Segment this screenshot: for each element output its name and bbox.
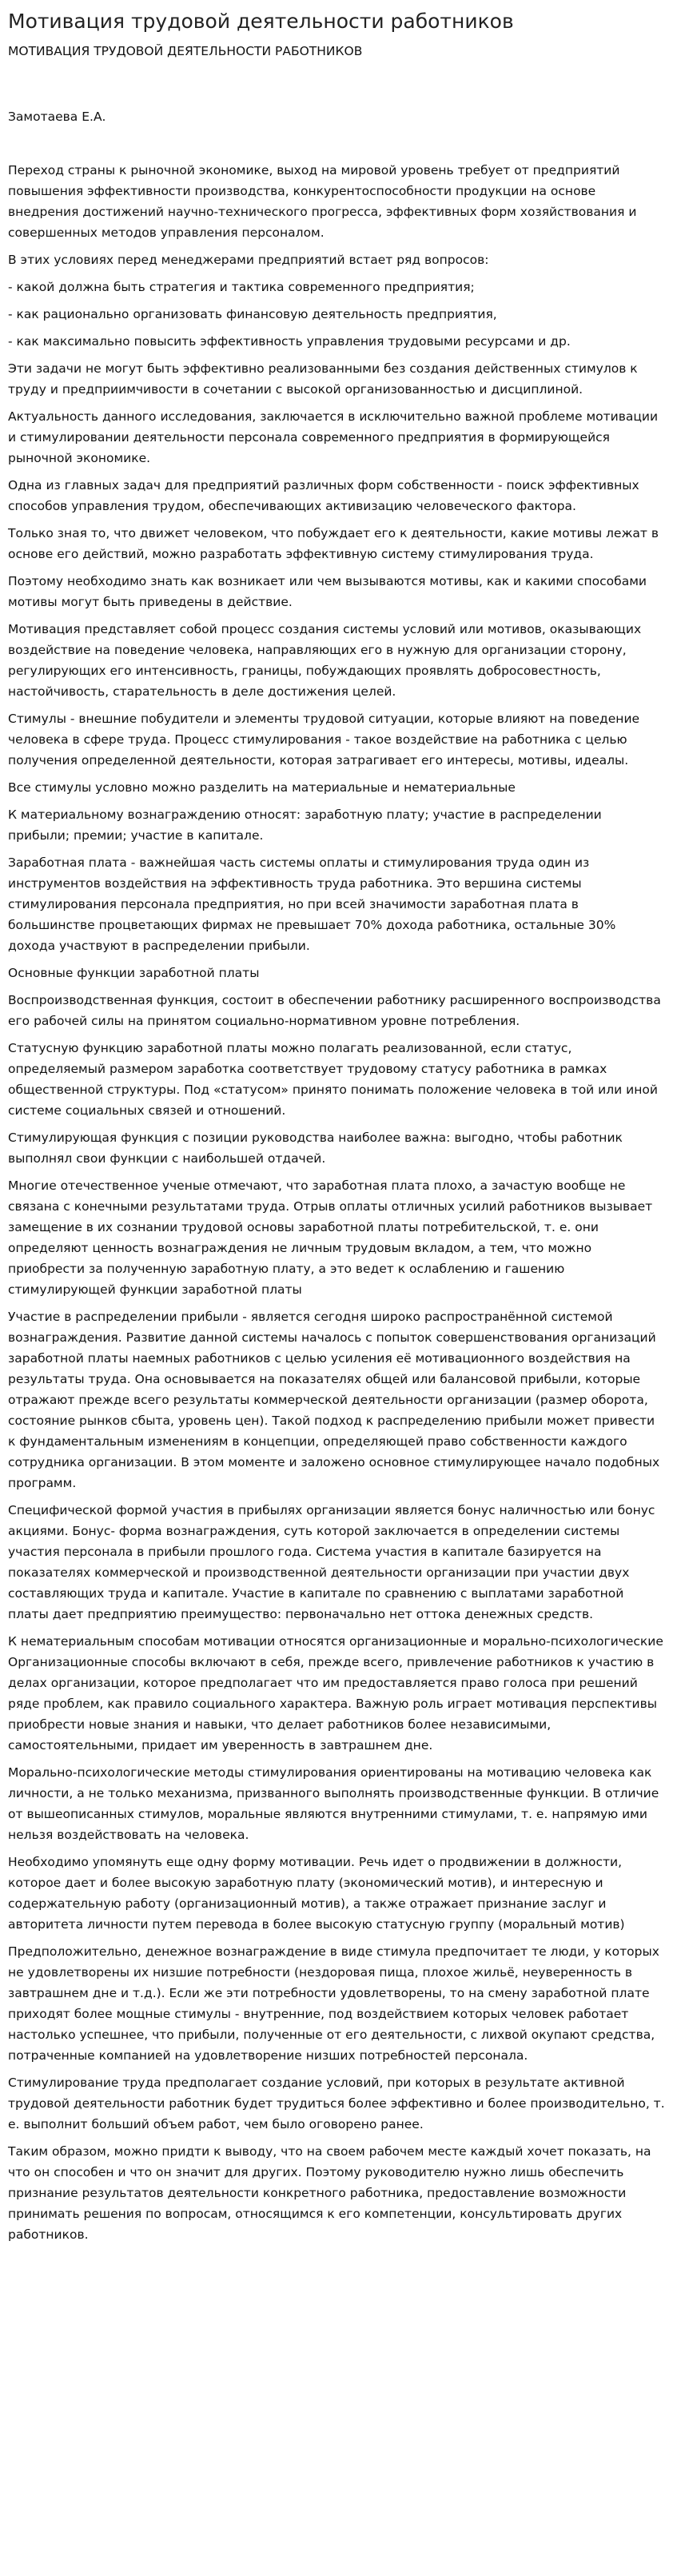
- paragraph: - какой должна быть стратегия и тактика современного предприятия;: [8, 280, 475, 295]
- paragraph: К материальному вознаграждению относят: заработную плату; участие в распределении прибыли; премии; участие в капитале.: [8, 807, 602, 843]
- paragraph: Необходимо упомянуть еще одну форму мотивации. Речь идет о продвижении в должности, которое дает и более высокую заработную плату (экономический мотив), и интересную и содержательную работу (организационный мотив), а также отражает признание заслуг и авторитета личности путем перевода в более высокую статусную группу (моральный мотив): [8, 1855, 625, 1932]
- article-author: Замотаева Е.А.: [8, 110, 106, 125]
- paragraph: Все стимулы условно можно разделить на материальные и нематериальные: [8, 780, 516, 796]
- paragraph: В этих условиях перед менеджерами предприятий встает ряд вопросов:: [8, 253, 489, 268]
- paragraph: Стимулы - внешние побудители и элементы трудовой ситуации, которые влияют на поведение человека в сфере труда. Процесс стимулирования - такое воздействие на работника с целью получения определенной деятельности, которая затрагивает его интересы, мотивы, идеалы.: [8, 712, 640, 768]
- paragraph: Стимулирование труда предполагает создание условий, при которых в результате активной трудовой деятельности работник будет трудиться более эффективно и более производительно, т. е. выполнит больший объем работ, чем было оговорено ранее.: [8, 2076, 665, 2132]
- paragraph: Заработная плата - важнейшая часть системы оплаты и стимулирования труда один из инструментов воздействия на эффективность труда работника. Это вершина системы стимулирования персонала предприятия, но при всей значимости заработная плата в большинстве процветающих фирмах не превышает 70% дохода работника, остальные 30% дохода участвуют в распределении прибыли.: [8, 855, 616, 954]
- paragraph: Многие отечественное ученые отмечают, что заработная плата плохо, а зачастую вообще не связана с конечными результатами труда. Отрыв оплаты отличных усилий работников вызывает замещение в их сознании трудовой основы заработной платы потребительской, т. е. они определяют ценность вознаграждения не личным трудовым вкладом, а тем, что можно приобрести за полученную заработную плату, а это ведет к ослаблению и гашению стимулирующей функции заработной платы: [8, 1178, 653, 1298]
- paragraph: Стимулирующая функция с позиции руководства наиболее важна: выгодно, чтобы работник выполнял свои функции с наибольшей отдачей.: [8, 1130, 623, 1166]
- paragraph: - как рационально организовать финансовую деятельность предприятия,: [8, 307, 497, 322]
- page-title: Мотивация трудовой деятельности работников: [8, 10, 514, 33]
- paragraph: Эти задачи не могут быть эффективно реализованными без создания действенных стимулов к труду и предприимчивости в сочетании с высокой организованностью и дисциплиной.: [8, 361, 638, 397]
- paragraph: Переход страны к рыночной экономике, выход на мировой уровень требует от предприятий повышения эффективности производства, конкурентоспособности продукции на основе внедрения достижений научно-технического прогресса, эффективных форм хозяйствования и совершенных методов управления персоналом.: [8, 163, 637, 241]
- article-subtitle: МОТИВАЦИЯ ТРУДОВОЙ ДЕЯТЕЛЬНОСТИ РАБОТНИКОВ: [8, 44, 363, 58]
- article-body: [8, 160, 666, 2245]
- paragraph: Воспроизводственная функция, состоит в обеспечении работнику расширенного воспроизводства его рабочей силы на принятом социально-нормативном уровне потребления.: [8, 993, 661, 1029]
- paragraph: Основные функции заработной платы: [8, 966, 260, 981]
- paragraph: Одна из главных задач для предприятий различных форм собственности - поиск эффективных способов управления трудом, обеспечивающих активизацию человеческого фактора.: [8, 478, 639, 514]
- paragraph: Участие в распределении прибыли - является сегодня широко распространённой системой вознаграждения. Развитие данной системы началось с попыток совершенствования организаций заработной платы наемных работников с целью усиления её мотивационного воздействия на результаты труда. Она основывается на показателях общей или балансовой прибыли, которые отражают прежде всего результаты коммерческой деятельности организации (размер оборота, состояние рынков сбыта, уровень цен). Такой подход к распределению прибыли может привести к фундаментальным изменениям в концепции, определяющей право собственности каждого сотрудника организации. В этом моменте и заложено основное стимулирующее начало подобных программ.: [8, 1310, 660, 1491]
- paragraph: - как максимально повысить эффективность управления трудовыми ресурсами и др.: [8, 334, 571, 349]
- paragraph: Мотивация представляет собой процесс создания системы условий или мотивов, оказывающих воздействие на поведение человека, направляющих его в нужную для организации сторону, регулирующих его интенсивность, границы, побуждающих проявлять добросовестность, настойчивость, старательность в деле достижения целей.: [8, 622, 642, 700]
- paragraph: Статусную функцию заработной платы можно полагать реализованной, если статус, определяемый размером заработка соответствует трудовому статусу работника в рамках общественной структуры. Под «статусом» принято понимать положение человека в той или иной системе социальных связей и отношений.: [8, 1041, 658, 1119]
- paragraph: Только зная то, что движет человеком, что побуждает его к деятельности, какие мотивы лежат в основе его действий, можно разработать эффективную систему стимулирования труда.: [8, 526, 659, 562]
- paragraph: Специфической формой участия в прибылях организации является бонус наличностью или бонус акциями. Бонус- форма вознаграждения, суть которой заключается в определении системы участия персонала в прибыли прошлого года. Система участия в капитале базируется на показателях коммерческой и производственной деятельности организации при участии двух составляющих труда и капитале. Участие в капитале по сравнению с выплатами заработной платы дает предприятию преимущество: первоначально нет оттока денежных средств.: [8, 1503, 655, 1622]
- paragraph: Таким образом, можно придти к выводу, что на своем рабочем месте каждый хочет показать, на что он способен и что он значит для других. Поэтому руководителю нужно лишь обеспечить признание результатов деятельности конкретного работника, предоставление возможности принимать решения по вопросам, относящимся к его компетенции, консультировать других работников.: [8, 2144, 651, 2243]
- paragraph: Поэтому необходимо знать как возникает или чем вызываются мотивы, как и какими способами мотивы могут быть приведены в действие.: [8, 574, 647, 610]
- paragraph: Морально-психологические методы стимулирования ориентированы на мотивацию человека как личности, а не только механизма, призванного выполнять производственные функции. В отличие от вышеописанных стимулов, моральные являются внутренними стимулами, т. е. напрямую ими нельзя воздействовать на человека.: [8, 1765, 659, 1843]
- paragraph: Актуальность данного исследования, заключается в исключительно важной проблеме мотивации и стимулировании деятельности персонала современного предприятия в формирующейся рыночной экономике.: [8, 409, 659, 466]
- paragraph: К нематериальным способам мотивации относятся организационные и морально-психологические Организационные способы включают в себя, прежде всего, привлечение работников к участию в делах организации, которое предполагает что им предоставляется право голоса при решений ряде проблем, как правило социального характера. Важную роль играет мотивация перспективы приобрести новые знания и навыки, что делает работников более независимыми, самостоятельными, придает им уверенность в завтрашнем дне.: [8, 1634, 663, 1753]
- paragraph: Предположительно, денежное вознаграждение в виде стимула предпочитает те люди, у которых не удовлетворены их низшие потребности (нездоровая пища, плохое жильё, неуверенность в завтрашнем дне и т.д.). Если же эти потребности удовлетворены, то на смену заработной плате приходят более мощные стимулы - внутренние, под воздействием которых человек работает настолько успешнее, что прибыли, полученные от его деятельности, с лихвой окупают средства, потраченные компанией на удовлетворение низших потребностей персонала.: [8, 1944, 659, 2064]
